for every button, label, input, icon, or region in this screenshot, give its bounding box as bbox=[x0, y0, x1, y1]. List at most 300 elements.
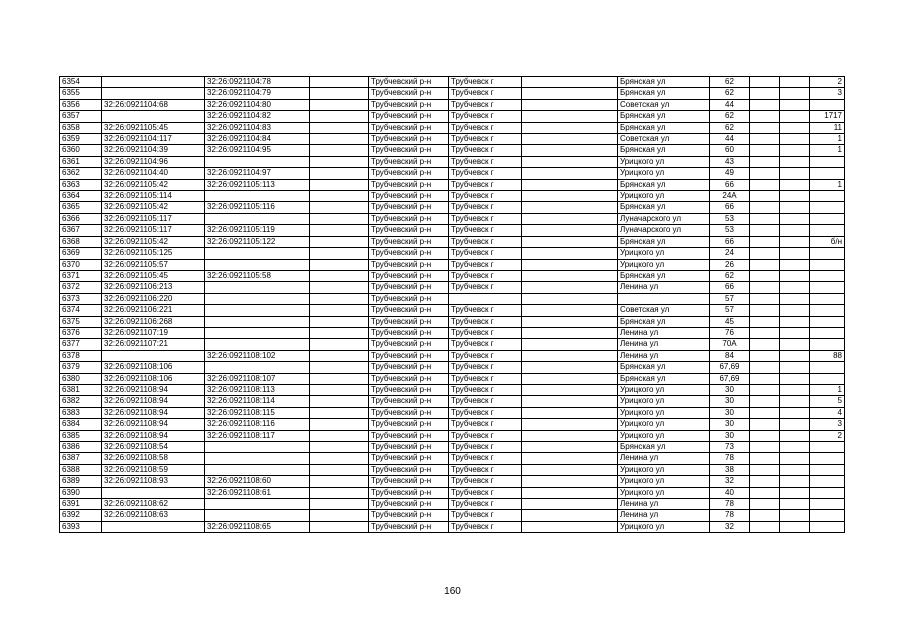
district-cell: Трубчевский р-н bbox=[369, 88, 449, 99]
blank-col-cell bbox=[310, 499, 369, 510]
settlement-cell bbox=[522, 419, 618, 430]
settlement-cell bbox=[522, 407, 618, 418]
apartment-cell bbox=[810, 510, 845, 521]
street-cell: Брянская ул bbox=[618, 145, 710, 156]
row-number-cell: 6365 bbox=[60, 202, 102, 213]
building-cell bbox=[750, 430, 780, 441]
cadastral-number-cell: 32:26:0921105:45 bbox=[102, 122, 205, 133]
settlement-cell bbox=[522, 327, 618, 338]
house-number-cell: 49 bbox=[710, 168, 750, 179]
cadastral-number-cell: 32:26:0921104:40 bbox=[102, 168, 205, 179]
table-row bbox=[60, 236, 845, 247]
street-cell: Ленина ул bbox=[618, 282, 710, 293]
row-number-cell: 6369 bbox=[60, 248, 102, 259]
blank-col-cell bbox=[310, 293, 369, 304]
table-row bbox=[60, 510, 845, 521]
street-cell: Брянская ул bbox=[618, 236, 710, 247]
cadastral-number-cell: 32:26:0921108:62 bbox=[102, 499, 205, 510]
city-cell: Трубчевск г bbox=[449, 339, 522, 350]
blank-col-cell bbox=[310, 350, 369, 361]
row-number-cell: 6386 bbox=[60, 442, 102, 453]
blank-col-cell bbox=[310, 327, 369, 338]
corpus-cell bbox=[780, 305, 810, 316]
apartment-cell bbox=[810, 487, 845, 498]
apartment-cell: 4 bbox=[810, 407, 845, 418]
settlement-cell bbox=[522, 168, 618, 179]
district-cell: Трубчевский р-н bbox=[369, 316, 449, 327]
house-number-cell: 84 bbox=[710, 350, 750, 361]
cadastral-number-cell: 32:26:0921106:220 bbox=[102, 293, 205, 304]
apartment-cell: 1 bbox=[810, 145, 845, 156]
apartment-cell: 3 bbox=[810, 419, 845, 430]
building-cell bbox=[750, 350, 780, 361]
corpus-cell bbox=[780, 179, 810, 190]
blank-col-cell bbox=[310, 248, 369, 259]
cadastral-number-cell: 32:26:0921104:68 bbox=[102, 99, 205, 110]
row-number-cell: 6357 bbox=[60, 111, 102, 122]
house-number-cell: 26 bbox=[710, 259, 750, 270]
row-number-cell: 6360 bbox=[60, 145, 102, 156]
building-cell bbox=[750, 270, 780, 281]
house-number-cell: 67,69 bbox=[710, 362, 750, 373]
cadastral-number-cell bbox=[102, 487, 205, 498]
blank-col-cell bbox=[310, 156, 369, 167]
district-cell: Трубчевский р-н bbox=[369, 453, 449, 464]
city-cell: Трубчевск г bbox=[449, 134, 522, 145]
corpus-cell bbox=[780, 168, 810, 179]
settlement-cell bbox=[522, 134, 618, 145]
blank-col-cell bbox=[310, 77, 369, 88]
house-number-cell: 30 bbox=[710, 384, 750, 395]
table-row bbox=[60, 111, 845, 122]
apartment-cell bbox=[810, 316, 845, 327]
district-cell: Трубчевский р-н bbox=[369, 282, 449, 293]
corpus-cell bbox=[780, 282, 810, 293]
apartment-cell: 88 bbox=[810, 350, 845, 361]
district-cell: Трубчевский р-н bbox=[369, 122, 449, 133]
cadastral-number-cell: 32:26:0921108:94 bbox=[102, 430, 205, 441]
blank-col-cell bbox=[310, 145, 369, 156]
cadastral-number-cell: 32:26:0921104:96 bbox=[102, 156, 205, 167]
row-number-cell: 6392 bbox=[60, 510, 102, 521]
street-cell: Урицкого ул bbox=[618, 407, 710, 418]
district-cell: Трубчевский р-н bbox=[369, 487, 449, 498]
table-row bbox=[60, 350, 845, 361]
table-row bbox=[60, 373, 845, 384]
corpus-cell bbox=[780, 464, 810, 475]
row-number-cell: 6361 bbox=[60, 156, 102, 167]
row-number-cell: 6363 bbox=[60, 179, 102, 190]
parent-cadastral-number-cell: 32:26:0921108:102 bbox=[205, 350, 310, 361]
apartment-cell: 1 bbox=[810, 384, 845, 395]
blank-col-cell bbox=[310, 202, 369, 213]
settlement-cell bbox=[522, 442, 618, 453]
district-cell: Трубчевский р-н bbox=[369, 430, 449, 441]
apartment-cell bbox=[810, 202, 845, 213]
district-cell: Трубчевский р-н bbox=[369, 213, 449, 224]
apartment-cell bbox=[810, 259, 845, 270]
settlement-cell bbox=[522, 202, 618, 213]
corpus-cell bbox=[780, 350, 810, 361]
street-cell: Брянская ул bbox=[618, 373, 710, 384]
house-number-cell: 57 bbox=[710, 293, 750, 304]
district-cell: Трубчевский р-н bbox=[369, 476, 449, 487]
table-row bbox=[60, 202, 845, 213]
row-number-cell: 6354 bbox=[60, 77, 102, 88]
building-cell bbox=[750, 419, 780, 430]
corpus-cell bbox=[780, 396, 810, 407]
blank-col-cell bbox=[310, 225, 369, 236]
city-cell: Трубчевск г bbox=[449, 373, 522, 384]
cadastral-number-cell: 32:26:0921108:106 bbox=[102, 362, 205, 373]
cadastral-number-cell: 32:26:0921108:54 bbox=[102, 442, 205, 453]
district-cell: Трубчевский р-н bbox=[369, 339, 449, 350]
row-number-cell: 6371 bbox=[60, 270, 102, 281]
building-cell bbox=[750, 510, 780, 521]
blank-col-cell bbox=[310, 453, 369, 464]
city-cell: Трубчевск г bbox=[449, 316, 522, 327]
table-row bbox=[60, 270, 845, 281]
row-number-cell: 6385 bbox=[60, 430, 102, 441]
corpus-cell bbox=[780, 99, 810, 110]
city-cell: Трубчевск г bbox=[449, 179, 522, 190]
house-number-cell: 24А bbox=[710, 191, 750, 202]
cadastral-number-cell bbox=[102, 77, 205, 88]
city-cell: Трубчевск г bbox=[449, 77, 522, 88]
house-number-cell: 78 bbox=[710, 510, 750, 521]
city-cell: Трубчевск г bbox=[449, 499, 522, 510]
parent-cadastral-number-cell: 32:26:0921108:114 bbox=[205, 396, 310, 407]
corpus-cell bbox=[780, 248, 810, 259]
house-number-cell: 78 bbox=[710, 453, 750, 464]
apartment-cell: 1 bbox=[810, 134, 845, 145]
street-cell: Ленина ул bbox=[618, 350, 710, 361]
row-number-cell: 6388 bbox=[60, 464, 102, 475]
street-cell: Урицкого ул bbox=[618, 419, 710, 430]
apartment-cell bbox=[810, 327, 845, 338]
district-cell: Трубчевский р-н bbox=[369, 77, 449, 88]
city-cell: Трубчевск г bbox=[449, 362, 522, 373]
cadastral-number-cell: 32:26:0921105:117 bbox=[102, 213, 205, 224]
street-cell: Советская ул bbox=[618, 305, 710, 316]
blank-col-cell bbox=[310, 373, 369, 384]
apartment-cell bbox=[810, 282, 845, 293]
apartment-cell bbox=[810, 442, 845, 453]
table-row bbox=[60, 179, 845, 190]
cadastral-number-cell: 32:26:0921108:94 bbox=[102, 407, 205, 418]
row-number-cell: 6382 bbox=[60, 396, 102, 407]
apartment-cell bbox=[810, 476, 845, 487]
house-number-cell: 76 bbox=[710, 327, 750, 338]
row-number-cell: 6373 bbox=[60, 293, 102, 304]
settlement-cell bbox=[522, 350, 618, 361]
street-cell: Урицкого ул bbox=[618, 168, 710, 179]
building-cell bbox=[750, 282, 780, 293]
cadastral-number-cell: 32:26:0921108:106 bbox=[102, 373, 205, 384]
settlement-cell bbox=[522, 77, 618, 88]
cadastral-number-cell: 32:26:0921105:42 bbox=[102, 236, 205, 247]
blank-col-cell bbox=[310, 134, 369, 145]
cadastral-number-cell: 32:26:0921108:94 bbox=[102, 419, 205, 430]
corpus-cell bbox=[780, 373, 810, 384]
apartment-cell: 1 bbox=[810, 179, 845, 190]
parent-cadastral-number-cell: 32:26:0921104:79 bbox=[205, 88, 310, 99]
table-row bbox=[60, 464, 845, 475]
row-number-cell: 6370 bbox=[60, 259, 102, 270]
cadastral-number-cell bbox=[102, 521, 205, 532]
cadastral-number-cell: 32:26:0921105:57 bbox=[102, 259, 205, 270]
street-cell: Брянская ул bbox=[618, 77, 710, 88]
street-cell: Урицкого ул bbox=[618, 521, 710, 532]
house-number-cell: 44 bbox=[710, 99, 750, 110]
city-cell: Трубчевск г bbox=[449, 476, 522, 487]
parent-cadastral-number-cell bbox=[205, 327, 310, 338]
cadastral-number-cell: 32:26:0921105:42 bbox=[102, 202, 205, 213]
blank-col-cell bbox=[310, 282, 369, 293]
house-number-cell: 24 bbox=[710, 248, 750, 259]
row-number-cell: 6364 bbox=[60, 191, 102, 202]
table-row bbox=[60, 476, 845, 487]
district-cell: Трубчевский р-н bbox=[369, 134, 449, 145]
blank-col-cell bbox=[310, 510, 369, 521]
building-cell bbox=[750, 134, 780, 145]
city-cell: Трубчевск г bbox=[449, 305, 522, 316]
district-cell: Трубчевский р-н bbox=[369, 248, 449, 259]
apartment-cell bbox=[810, 499, 845, 510]
street-cell: Урицкого ул bbox=[618, 396, 710, 407]
parent-cadastral-number-cell: 32:26:0921105:116 bbox=[205, 202, 310, 213]
row-number-cell: 6358 bbox=[60, 122, 102, 133]
blank-col-cell bbox=[310, 316, 369, 327]
corpus-cell bbox=[780, 156, 810, 167]
settlement-cell bbox=[522, 145, 618, 156]
cadastral-number-cell: 32:26:0921106:268 bbox=[102, 316, 205, 327]
street-cell: Брянская ул bbox=[618, 122, 710, 133]
street-cell: Ленина ул bbox=[618, 499, 710, 510]
district-cell: Трубчевский р-н bbox=[369, 396, 449, 407]
blank-col-cell bbox=[310, 521, 369, 532]
district-cell: Трубчевский р-н bbox=[369, 442, 449, 453]
row-number-cell: 6367 bbox=[60, 225, 102, 236]
table-row bbox=[60, 339, 845, 350]
settlement-cell bbox=[522, 499, 618, 510]
corpus-cell bbox=[780, 430, 810, 441]
settlement-cell bbox=[522, 248, 618, 259]
corpus-cell bbox=[780, 202, 810, 213]
street-cell: Брянская ул bbox=[618, 442, 710, 453]
city-cell: Трубчевск г bbox=[449, 168, 522, 179]
settlement-cell bbox=[522, 282, 618, 293]
building-cell bbox=[750, 373, 780, 384]
corpus-cell bbox=[780, 339, 810, 350]
corpus-cell bbox=[780, 510, 810, 521]
house-number-cell: 62 bbox=[710, 77, 750, 88]
street-cell: Урицкого ул bbox=[618, 259, 710, 270]
settlement-cell bbox=[522, 156, 618, 167]
parent-cadastral-number-cell: 32:26:0921108:115 bbox=[205, 407, 310, 418]
corpus-cell bbox=[780, 419, 810, 430]
page-number: 160 bbox=[444, 586, 461, 597]
corpus-cell bbox=[780, 88, 810, 99]
street-cell: Ленина ул bbox=[618, 453, 710, 464]
corpus-cell bbox=[780, 487, 810, 498]
corpus-cell bbox=[780, 521, 810, 532]
district-cell: Трубчевский р-н bbox=[369, 99, 449, 110]
table-row bbox=[60, 293, 845, 304]
building-cell bbox=[750, 293, 780, 304]
settlement-cell bbox=[522, 373, 618, 384]
table-row bbox=[60, 362, 845, 373]
corpus-cell bbox=[780, 362, 810, 373]
street-cell: Урицкого ул bbox=[618, 430, 710, 441]
building-cell bbox=[750, 248, 780, 259]
street-cell: Брянская ул bbox=[618, 316, 710, 327]
corpus-cell bbox=[780, 442, 810, 453]
cadastral-number-cell bbox=[102, 88, 205, 99]
building-cell bbox=[750, 179, 780, 190]
settlement-cell bbox=[522, 179, 618, 190]
cadastral-number-cell: 32:26:0921105:117 bbox=[102, 225, 205, 236]
row-number-cell: 6378 bbox=[60, 350, 102, 361]
apartment-cell bbox=[810, 225, 845, 236]
row-number-cell: 6384 bbox=[60, 419, 102, 430]
building-cell bbox=[750, 464, 780, 475]
table-row bbox=[60, 145, 845, 156]
city-cell: Трубчевск г bbox=[449, 464, 522, 475]
district-cell: Трубчевский р-н bbox=[369, 156, 449, 167]
street-cell: Ленина ул bbox=[618, 327, 710, 338]
parent-cadastral-number-cell: 32:26:0921104:97 bbox=[205, 168, 310, 179]
house-number-cell: 66 bbox=[710, 236, 750, 247]
district-cell: Трубчевский р-н bbox=[369, 168, 449, 179]
apartment-cell bbox=[810, 191, 845, 202]
street-cell: Луначарского ул bbox=[618, 225, 710, 236]
house-number-cell: 43 bbox=[710, 156, 750, 167]
street-cell: Луначарского ул bbox=[618, 213, 710, 224]
row-number-cell: 6374 bbox=[60, 305, 102, 316]
district-cell: Трубчевский р-н bbox=[369, 327, 449, 338]
cadastral-number-cell: 32:26:0921106:221 bbox=[102, 305, 205, 316]
blank-col-cell bbox=[310, 442, 369, 453]
settlement-cell bbox=[522, 225, 618, 236]
district-cell: Трубчевский р-н bbox=[369, 464, 449, 475]
district-cell: Трубчевский р-н bbox=[369, 305, 449, 316]
building-cell bbox=[750, 453, 780, 464]
blank-col-cell bbox=[310, 407, 369, 418]
district-cell: Трубчевский р-н bbox=[369, 407, 449, 418]
apartment-cell bbox=[810, 248, 845, 259]
house-number-cell: 60 bbox=[710, 145, 750, 156]
building-cell bbox=[750, 122, 780, 133]
house-number-cell: 62 bbox=[710, 122, 750, 133]
apartment-cell bbox=[810, 305, 845, 316]
parent-cadastral-number-cell bbox=[205, 259, 310, 270]
city-cell: Трубчевск г bbox=[449, 453, 522, 464]
settlement-cell bbox=[522, 259, 618, 270]
city-cell: Трубчевск г bbox=[449, 213, 522, 224]
house-number-cell: 30 bbox=[710, 407, 750, 418]
house-number-cell: 66 bbox=[710, 282, 750, 293]
building-cell bbox=[750, 156, 780, 167]
house-number-cell: 32 bbox=[710, 521, 750, 532]
settlement-cell bbox=[522, 384, 618, 395]
city-cell: Трубчевск г bbox=[449, 407, 522, 418]
parent-cadastral-number-cell bbox=[205, 499, 310, 510]
parent-cadastral-number-cell: 32:26:0921104:83 bbox=[205, 122, 310, 133]
city-cell: Трубчевск г bbox=[449, 225, 522, 236]
parent-cadastral-number-cell bbox=[205, 305, 310, 316]
city-cell: Трубчевск г bbox=[449, 487, 522, 498]
building-cell bbox=[750, 259, 780, 270]
city-cell: Трубчевск г bbox=[449, 282, 522, 293]
district-cell: Трубчевский р-н bbox=[369, 419, 449, 430]
table-row bbox=[60, 442, 845, 453]
house-number-cell: 66 bbox=[710, 202, 750, 213]
row-number-cell: 6376 bbox=[60, 327, 102, 338]
table-row bbox=[60, 521, 845, 532]
settlement-cell bbox=[522, 464, 618, 475]
building-cell bbox=[750, 145, 780, 156]
table-row bbox=[60, 453, 845, 464]
cadastral-number-cell bbox=[102, 350, 205, 361]
district-cell: Трубчевский р-н bbox=[369, 259, 449, 270]
city-cell: Трубчевск г bbox=[449, 510, 522, 521]
district-cell: Трубчевский р-н bbox=[369, 179, 449, 190]
blank-col-cell bbox=[310, 396, 369, 407]
building-cell bbox=[750, 111, 780, 122]
apartment-cell bbox=[810, 156, 845, 167]
apartment-cell bbox=[810, 293, 845, 304]
parent-cadastral-number-cell bbox=[205, 339, 310, 350]
blank-col-cell bbox=[310, 430, 369, 441]
corpus-cell bbox=[780, 213, 810, 224]
settlement-cell bbox=[522, 305, 618, 316]
street-cell: Ленина ул bbox=[618, 339, 710, 350]
settlement-cell bbox=[522, 487, 618, 498]
street-cell: Урицкого ул bbox=[618, 156, 710, 167]
parent-cadastral-number-cell bbox=[205, 248, 310, 259]
house-number-cell: 30 bbox=[710, 419, 750, 430]
table-row bbox=[60, 407, 845, 418]
parent-cadastral-number-cell bbox=[205, 453, 310, 464]
apartment-cell: 11 bbox=[810, 122, 845, 133]
row-number-cell: 6391 bbox=[60, 499, 102, 510]
blank-col-cell bbox=[310, 339, 369, 350]
parent-cadastral-number-cell: 32:26:0921104:82 bbox=[205, 111, 310, 122]
street-cell bbox=[618, 293, 710, 304]
house-number-cell: 30 bbox=[710, 430, 750, 441]
cadastral-number-cell: 32:26:0921108:59 bbox=[102, 464, 205, 475]
table-row bbox=[60, 259, 845, 270]
parent-cadastral-number-cell: 32:26:0921104:78 bbox=[205, 77, 310, 88]
corpus-cell bbox=[780, 316, 810, 327]
settlement-cell bbox=[522, 339, 618, 350]
table-row bbox=[60, 487, 845, 498]
street-cell: Брянская ул bbox=[618, 202, 710, 213]
parent-cadastral-number-cell: 32:26:0921104:84 bbox=[205, 134, 310, 145]
cadastral-number-cell bbox=[102, 111, 205, 122]
apartment-cell: 2 bbox=[810, 77, 845, 88]
parent-cadastral-number-cell: 32:26:0921105:119 bbox=[205, 225, 310, 236]
table-row bbox=[60, 499, 845, 510]
district-cell: Трубчевский р-н bbox=[369, 499, 449, 510]
cadastral-number-cell: 32:26:0921108:63 bbox=[102, 510, 205, 521]
building-cell bbox=[750, 396, 780, 407]
district-cell: Трубчевский р-н bbox=[369, 225, 449, 236]
table-row bbox=[60, 248, 845, 259]
district-cell: Трубчевский р-н bbox=[369, 145, 449, 156]
blank-col-cell bbox=[310, 464, 369, 475]
